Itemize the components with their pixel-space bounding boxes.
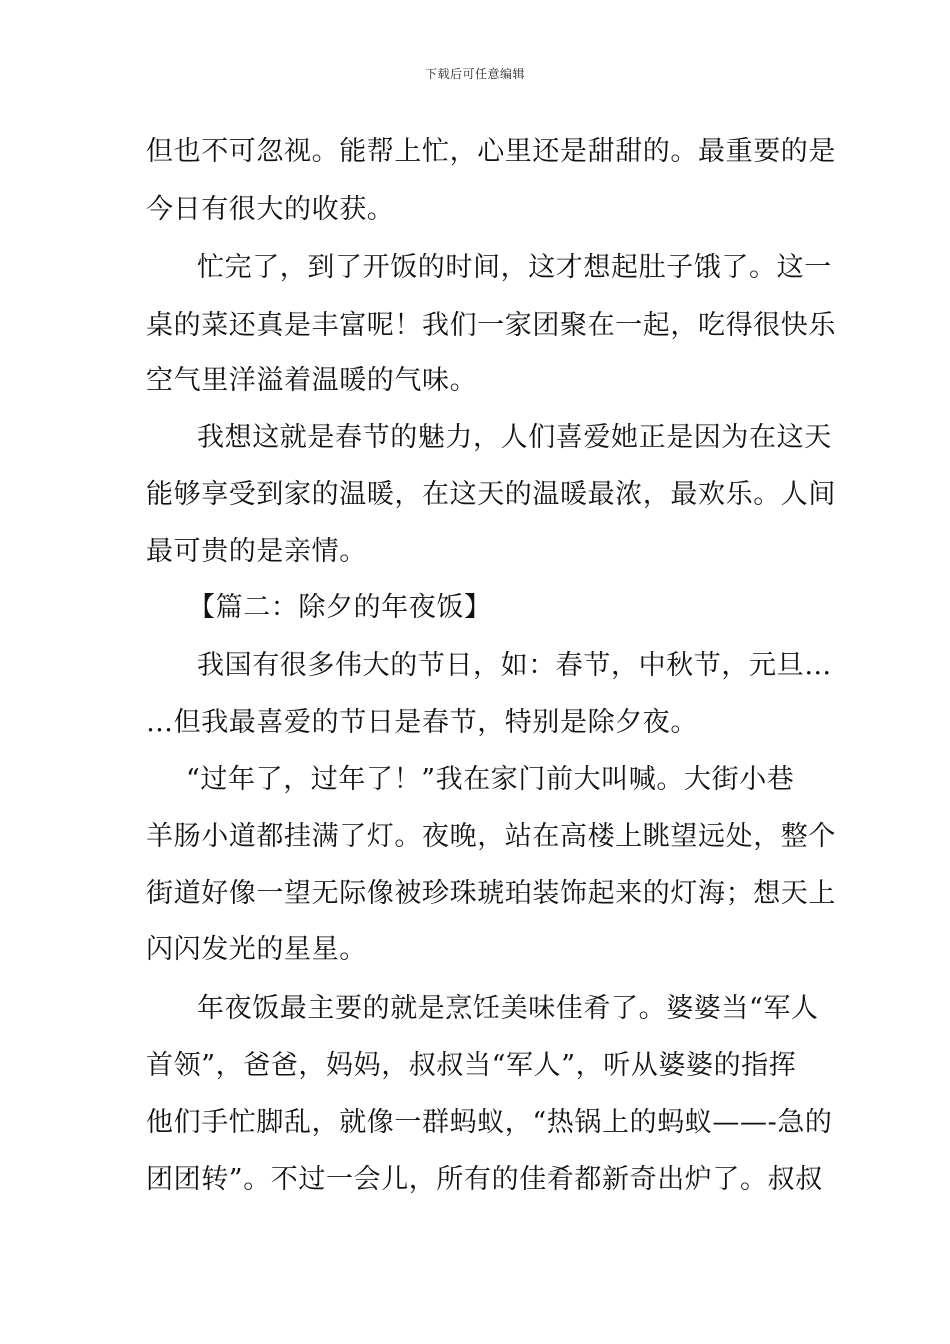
paragraph-first-line: 我国有很多伟大的节日，如：春节，中秋节，元旦… [197,650,832,681]
text-line: 但也不可忽视。能帮上忙，心里还是甜甜的。最重要的是 [146,136,836,167]
text-line: 最可贵的是亲情。 [146,536,367,567]
text-line: 团团转”。不过一会儿，所有的佳肴都新奇出炉了。叔叔 [146,1164,823,1195]
paragraph-first-line: 我想这就是春节的魅力，人们喜爱她正是因为在这天 [197,422,832,453]
paragraph-first-line: 年夜饭最主要的就是烹饪美味佳肴了。婆婆当“军人 [197,993,819,1024]
text-line: 桌的菜还真是丰富呢！我们一家团聚在一起，吃得很快乐 [146,310,836,341]
section-heading: 【篇二：除夕的年夜饭】 [188,592,492,623]
text-line: 空气里洋溢着温暖的气味。 [146,365,478,396]
paragraph-first-line: 忙完了，到了开饭的时间，这才想起肚子饿了。这一 [197,252,832,283]
page-header: 下载后可任意编辑 [424,67,525,81]
text-line: …但我最喜爱的节日是春节，特别是除夕夜。 [146,707,698,738]
text-line: 羊肠小道都挂满了灯。夜晚，站在高楼上眺望远处，整个 [146,821,836,852]
text-line: 街道好像一望无际像被珍珠琥珀装饰起来的灯海；想天上 [146,878,836,909]
text-line: 今日有很大的收获。 [146,194,395,225]
paragraph-first-line: “过年了，过年了！”我在家门前大叫喊。大街小巷 [186,764,795,795]
text-line: 能够享受到家的温暖，在这天的温暖最浓，最欢乐。人间 [146,479,836,510]
text-line: 首领”，爸爸，妈妈，叔叔当“军人”，听从婆婆的指挥 [146,1050,797,1081]
text-line: 他们手忙脚乱，就像一群蚂蚁，“热锅上的蚂蚁——-急的 [146,1107,833,1138]
text-line: 闪闪发光的星星。 [146,934,367,965]
